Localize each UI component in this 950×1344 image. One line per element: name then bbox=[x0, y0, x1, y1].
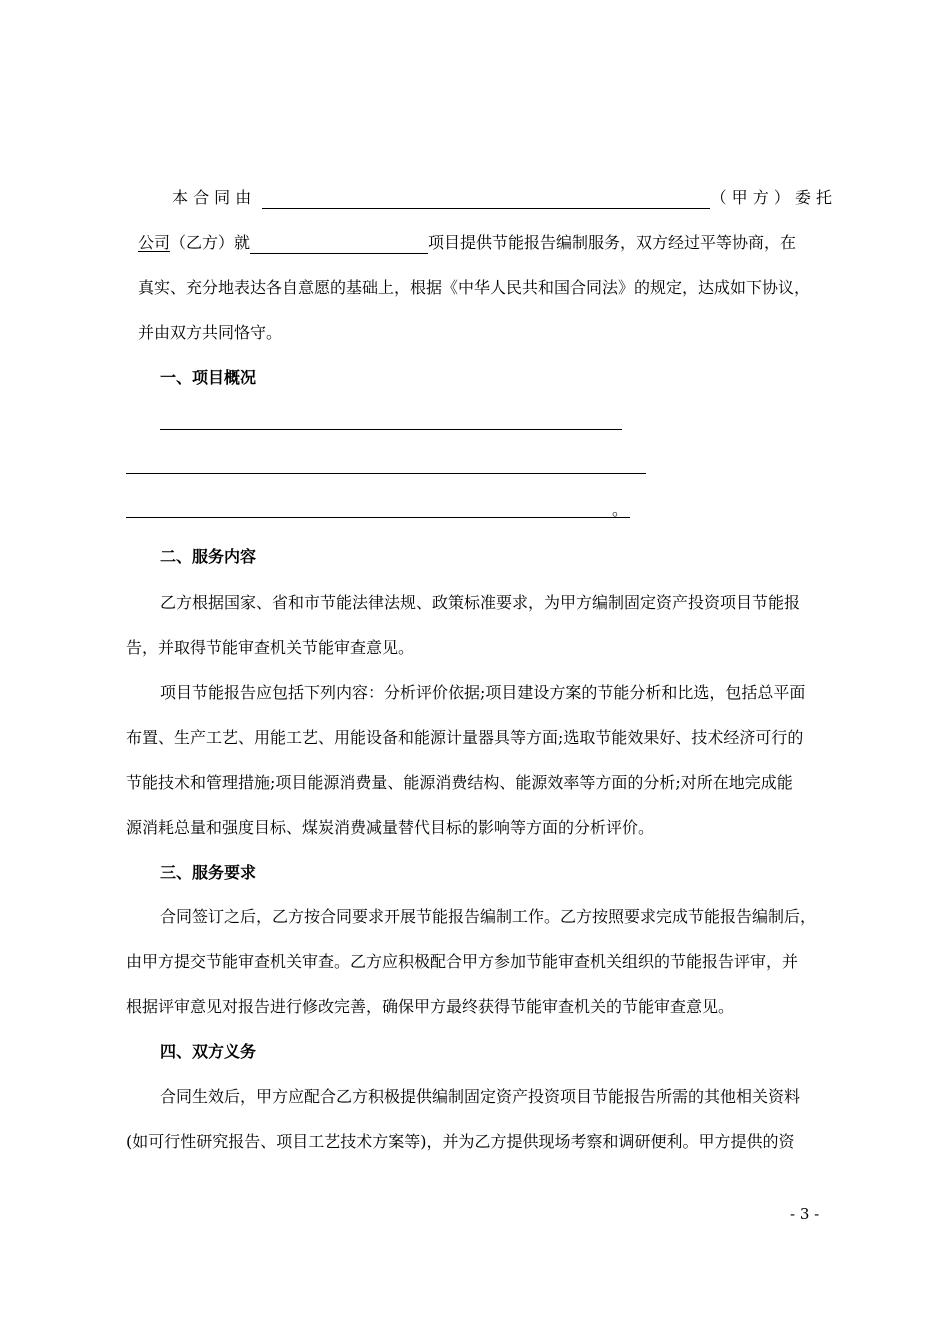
body-line: 节能技术和管理措施;项目能源消费量、能源消费结构、能源效率等方面的分析;对所在地完成能 bbox=[126, 773, 793, 792]
intro-text: 项目提供节能报告编制服务，双方经过平等协商，在 bbox=[428, 233, 797, 252]
overview-blank-line-1 bbox=[160, 429, 622, 430]
intro-text: 本 合 同 由 bbox=[172, 188, 252, 207]
intro-line-1 bbox=[172, 187, 832, 209]
overview-blank-line-3 bbox=[126, 517, 630, 518]
overview-blank-line-2 bbox=[126, 473, 646, 474]
overview-end-mark: 。 bbox=[612, 500, 629, 519]
project-blank bbox=[250, 235, 428, 254]
intro-line-2 bbox=[138, 232, 832, 254]
party-a-blank bbox=[262, 190, 710, 209]
intro-line-3: 真实、充分地表达各自意愿的基础上，根据《中华人民共和国合同法》的规定，达成如下协议， bbox=[138, 278, 811, 297]
body-line: 告，并取得节能审查机关节能审查意见。 bbox=[126, 638, 415, 657]
body-line: (如可行性研究报告、项目工艺技术方案等)，并为乙方提供现场考察和调研便利。甲方提供的资 bbox=[126, 1132, 795, 1151]
section-3-heading: 三、服务要求 bbox=[160, 863, 257, 882]
intro-line-4: 并由双方共同恪守。 bbox=[138, 323, 283, 342]
body-line: 源消耗总量和强度目标、煤炭消费减量替代目标的影响等方面的分析评价。 bbox=[126, 818, 655, 837]
body-line: 由甲方提交节能审查机关审查。乙方应积极配合甲方参加节能审查机关组织的节能报告评审，并 bbox=[126, 952, 799, 971]
section-2-heading: 二、服务内容 bbox=[160, 547, 257, 566]
body-line: 布置、生产工艺、用能工艺、用能设备和能源计量器具等方面;选取节能效果好、技术经济可行的 bbox=[126, 728, 804, 747]
body-line: 合同签订之后，乙方按合同要求开展节能报告编制工作。乙方按照要求完成节能报告编制后， bbox=[160, 907, 817, 926]
intro-text: （乙方）就 bbox=[170, 233, 251, 252]
body-line: 根据评审意见对报告进行修改完善，确保甲方最终获得节能审查机关的节能审查意见。 bbox=[126, 997, 735, 1016]
page-number: - 3 - bbox=[790, 1205, 820, 1223]
section-1-heading: 一、项目概况 bbox=[160, 368, 257, 387]
intro-text: （ 甲 方 ） 委 托 bbox=[710, 188, 832, 207]
section-4-heading: 四、双方义务 bbox=[160, 1042, 257, 1061]
body-line: 合同生效后，甲方应配合乙方积极提供编制固定资产投资项目节能报告所需的其他相关资料 bbox=[160, 1087, 801, 1106]
company-label: 公司 bbox=[138, 233, 171, 252]
body-line: 项目节能报告应包括下列内容：分析评价依据;项目建设方案的节能分析和比选，包括总平面 bbox=[160, 683, 806, 702]
body-line: 乙方根据国家、省和市节能法律法规、政策标准要求，为甲方编制固定资产投资项目节能报 bbox=[160, 593, 801, 612]
